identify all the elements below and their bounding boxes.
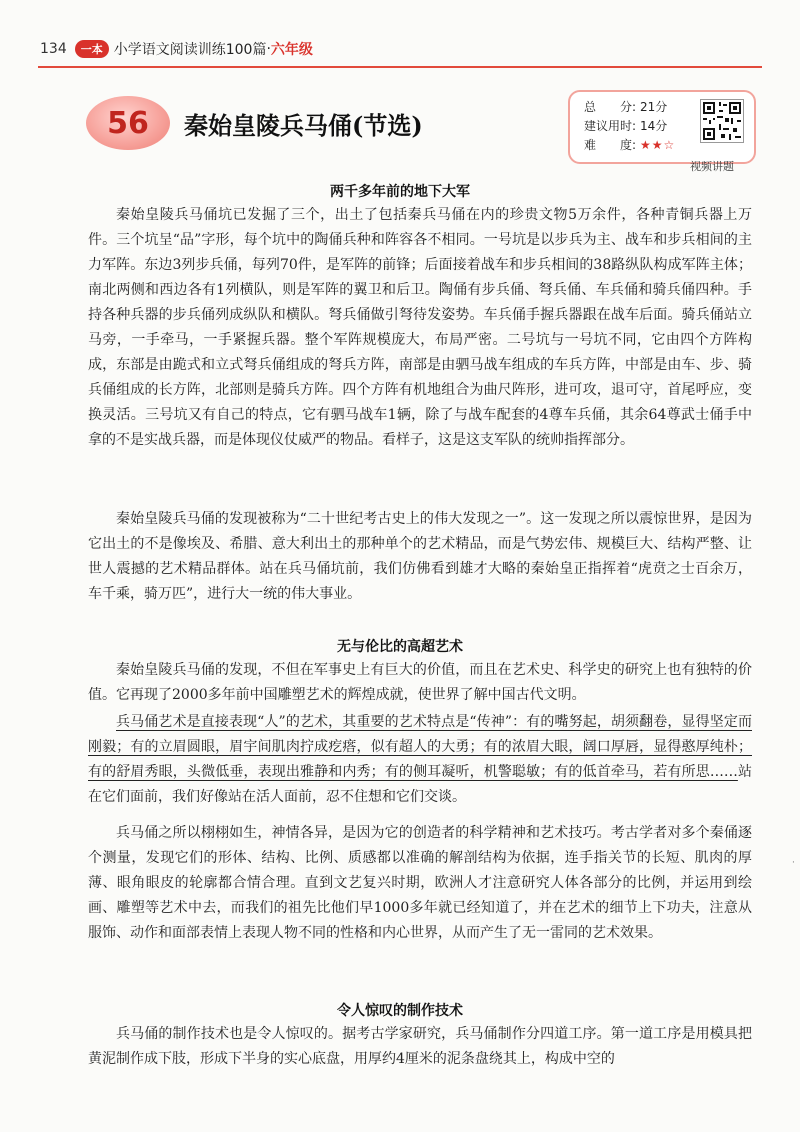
qr-code-icon[interactable]	[700, 99, 744, 143]
lesson-number-badge	[86, 96, 170, 150]
paragraph: 秦始皇陵兵马俑坑已发掘了三个，出土了包括秦兵马俑在内的珍贵文物5万余件，各种青铜兵器上万件。三个坑呈“品”字形，每个坑中的陶俑兵种和阵容各不相同。一号坑是以步兵为主、战车和步兵相间的主力军阵。东边3列步兵俑，每列70件，是军阵的前锋；后面接着战车和步兵相间的38路纵队构成军阵主体；南北两侧和西边各有1列横队，则是军阵的翼卫和后卫。陶俑有步兵俑、弩兵俑、车兵俑和骑兵俑四种。手持各种兵器的步兵俑列成纵队和横队。弩兵俑做引弩待发姿势。车兵俑手握兵器跟在战车后面。骑兵俑站立马旁，一手牵马，一手紧握兵器。整个军阵规模庞大，布局严密。二号坑与一号坑不同，它由四个方阵构成，东部是由跪式和立式弩兵俑组成的弩兵方阵，南部是由驷马战车组成的车兵方阵，中部是由车、步、骑兵俑组成的长方阵，北部则是骑兵方阵。四个方阵有机地组合为曲尺阵形，进可攻，退可守，首尾呼应，变换灵活。三号坑又有自己的特点，它有驷马战车1辆，除了与战车配套的4尊车兵俑，其余64尊武士俑手中拿的不是实战兵器，而是体现仪仗威严的物品。看样子，这是这支军队的统帅指挥部分。	[88, 207, 752, 448]
paragraph-underlined	[88, 710, 752, 810]
paragraph: 秦始皇陵兵马俑的发现，不但在军事史上有巨大的价值，而且在艺术史、科学史的研究上也有独特的价值。它再现了2000多年前中国雕塑艺术的辉煌成就，使世界了解中国古代文明。	[88, 662, 752, 703]
section-heading-3: 令人惊叹的制作技术	[337, 1003, 463, 1019]
section-heading-2: 无与伦比的高超艺术	[337, 639, 463, 655]
running-header	[40, 36, 760, 62]
brand-logo: 一本	[75, 40, 109, 58]
header-separator: ·	[266, 41, 271, 57]
passage-continuation: 站在它们面前，我们好像站在活人面前，忍不住想和它们交谈。	[88, 764, 753, 805]
paragraph: 秦始皇陵兵马俑的发现被称为“二十世纪考古史上的伟大发现之一”。这一发现之所以震惊世界，是因为它出土的不是像埃及、希腊、意大利出土的那种单个的艺术精品，而是气势宏伟、规模巨大、结构严整、让世人震撼的艺术精品群体。站在兵马俑坑前，我们仿佛看到雄才大略的秦始皇正指挥着“虎贲之士百余万，车千乘，骑万匹”，进行大一统的伟大事业。	[88, 511, 752, 602]
score-row	[584, 98, 675, 117]
difficulty-row	[584, 136, 675, 155]
time-row	[584, 117, 675, 136]
section-heading-1: 两千多年前的地下大军	[330, 184, 470, 200]
series-title: 小学语文阅读训练100篇	[113, 42, 267, 58]
page-number: 134	[40, 41, 67, 57]
lesson-info-box	[568, 90, 756, 164]
lesson-number: 56	[107, 105, 149, 141]
score-label: 总 分:	[584, 100, 637, 114]
difficulty-label: 难 度:	[584, 138, 637, 152]
time-value: 14分	[640, 119, 668, 133]
header-divider	[38, 66, 762, 68]
margin-mark: ·	[792, 858, 795, 868]
difficulty-stars: ★★☆	[640, 138, 676, 152]
paragraph: 兵马俑之所以栩栩如生，神情各异，是因为它的创造者的科学精神和艺术技巧。考古学者对多个秦俑逐个测量，发现它们的形体、结构、比例、质感都以准确的解剖结构为依据，连手指关节的长短、肌肉的厚薄、眼角眼皮的轮廓都合情合理。直到文艺复兴时期，欧洲人才注意研究人体各部分的比例，并运用到绘画、雕塑等艺术中去，而我们的祖先比他们早1000多年就已经知道了，并在艺术的细节上下功夫，注意从服饰、动作和面部表情上表现人物不同的性格和内心世界，从而产生了无一雷同的艺术效果。	[88, 825, 752, 941]
underlined-passage: 兵马俑艺术是直接表现“人”的艺术，其重要的艺术特点是“传神”：有的嘴努起，胡须翻卷，显得坚定而刚毅；有的立眉圆眼，眉宇间肌肉拧成疙瘩，似有超人的大勇；有的浓眉大眼，阔口厚唇，显得憨厚纯朴；有的舒眉秀眼，头微低垂，表现出雅静和内秀；有的侧耳凝听，机警聪敏；有的低首牵马，若有所思……	[88, 714, 752, 780]
grade-label: 六年级	[270, 42, 313, 58]
lesson-title-block	[86, 90, 566, 160]
qr-caption: 视频讲题	[690, 160, 734, 173]
time-label: 建议用时:	[584, 119, 637, 133]
paragraph: 兵马俑的制作技术也是令人惊叹的。据考古学家研究，兵马俑制作分四道工序。第一道工序是用模具把黄泥制作成下肢，形成下半身的实心底盘，用厚约4厘米的泥条盘绕其上，构成中空的	[88, 1026, 752, 1067]
lesson-title: 秦始皇陵兵马俑(节选)	[184, 111, 423, 140]
score-value: 21分	[640, 100, 668, 114]
